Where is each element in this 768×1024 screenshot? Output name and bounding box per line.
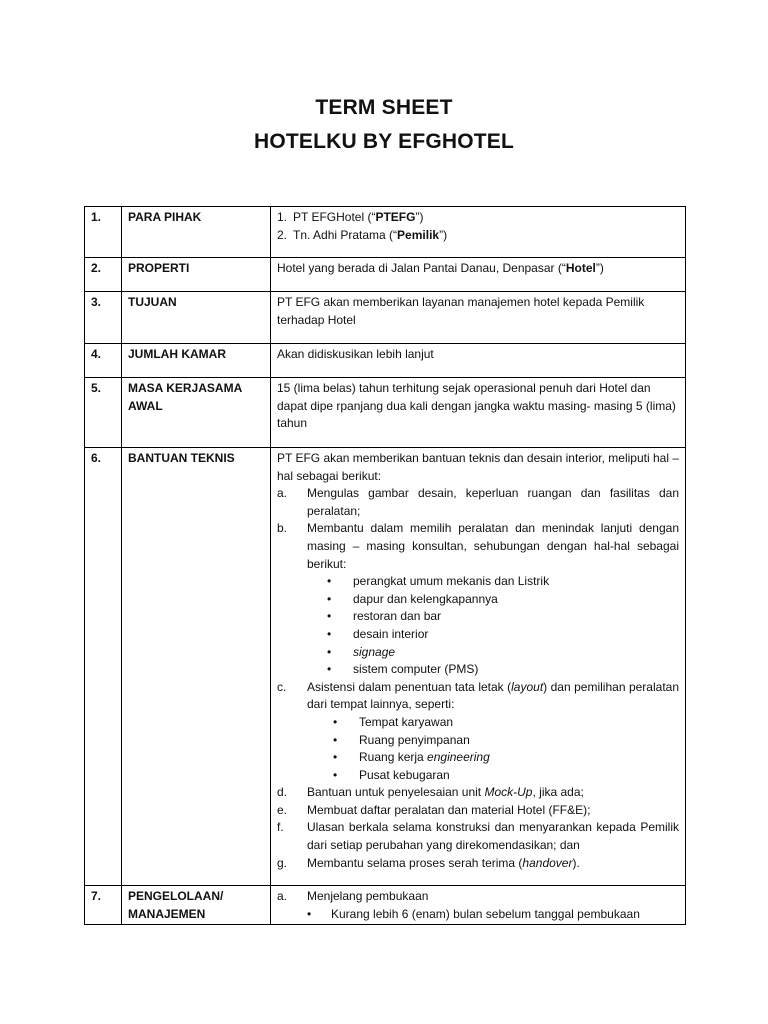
list-item xyxy=(277,679,679,714)
table-row xyxy=(85,448,686,886)
list-item xyxy=(277,784,679,802)
row-label: BANTUAN TEKNIS xyxy=(122,448,271,886)
table-row xyxy=(85,258,686,292)
row-content xyxy=(271,207,686,258)
bullet-icon: • xyxy=(333,714,338,729)
bullet-item xyxy=(277,767,679,785)
list-marker: a. xyxy=(277,889,288,903)
table-row xyxy=(85,344,686,378)
list-marker: d. xyxy=(277,785,288,800)
list-text: Membuat daftar peralatan dan material Hotel (FF&E); xyxy=(307,802,591,817)
technical-intro: PT EFG akan memberikan bantuan teknis dan desain interior, meliputi hal – hal sebagai berikut: xyxy=(277,451,679,483)
list-text xyxy=(307,679,679,714)
bullet-text: dapur dan kelengkapannya xyxy=(353,591,498,606)
bullet-text xyxy=(359,749,490,767)
bullet-text-italic: engineering xyxy=(427,750,490,765)
list-text-italic: Mock-Up xyxy=(484,785,533,800)
table-row xyxy=(85,292,686,344)
row-number: 1. xyxy=(85,207,122,258)
party-alias: Pemilik xyxy=(397,227,440,242)
document-subtitle: HOTELKU BY EFGHOTEL xyxy=(253,130,515,153)
row-content: Akan didiskusikan lebih lanjut xyxy=(271,344,686,378)
party-text: Tn. Adhi Pratama (“ xyxy=(293,227,398,242)
bullet-icon: • xyxy=(333,750,338,765)
table-row xyxy=(85,886,686,925)
row-number: 5. xyxy=(85,378,122,448)
row-label: TUJUAN xyxy=(122,292,271,344)
list-text: Ulasan berkala selama konstruksi dan menyarankan kepada Pemilik dari setiap perubahan yang direkomendasikan; dan xyxy=(307,820,679,853)
bullet-text: desain interior xyxy=(353,626,429,641)
row-label: MASA KERJASAMA AWAL xyxy=(122,378,271,448)
bullet-icon: • xyxy=(333,767,338,782)
row-content xyxy=(271,258,686,292)
list-item xyxy=(277,819,679,854)
bullet-item xyxy=(277,732,679,750)
row-label: PARA PIHAK xyxy=(122,207,271,258)
row-number: 7. xyxy=(85,886,122,925)
bullet-item xyxy=(277,573,679,591)
list-text xyxy=(307,855,679,873)
bullet-item xyxy=(277,608,679,626)
row-label-line: MANAJEMEN xyxy=(128,906,206,921)
party-number: 1. xyxy=(277,210,288,224)
row-content: 15 (lima belas) tahun terhitung sejak operasional penuh dari Hotel dan dapat dipe rpanjang dua kali dengan jangka waktu masing- masing 5 (lima) tahun xyxy=(271,378,686,448)
document-title: TERM SHEET xyxy=(315,96,453,119)
list-text-part: ). xyxy=(572,855,580,870)
list-marker: b. xyxy=(277,521,288,536)
row-number: 4. xyxy=(85,344,122,378)
row-label: JUMLAH KAMAR xyxy=(122,344,271,378)
list-item xyxy=(277,485,679,520)
row-content xyxy=(271,886,686,925)
list-item xyxy=(277,802,679,820)
bullet-text: Pusat kebugaran xyxy=(359,767,450,782)
row-label: PROPERTI xyxy=(122,258,271,292)
party-item xyxy=(277,209,679,227)
bullet-item xyxy=(277,591,679,609)
row-content: PT EFG akan memberikan layanan manajemen hotel kepada Pemilik terhadap Hotel xyxy=(271,292,686,344)
list-text: Menjelang pembukaan xyxy=(307,889,429,903)
list-text-part: Asistensi dalam penentuan tata letak ( xyxy=(307,679,512,694)
list-text-part: Membantu selama proses serah terima ( xyxy=(307,855,523,870)
list-marker: e. xyxy=(277,802,288,817)
bullet-item xyxy=(277,661,679,679)
bullet-item xyxy=(277,749,679,767)
list-text-part: Bantuan untuk penyelesaian unit xyxy=(307,785,485,800)
list-item xyxy=(277,855,679,873)
property-text-end: ”) xyxy=(595,261,604,275)
property-alias: Hotel xyxy=(565,261,596,275)
party-number: 2. xyxy=(277,227,288,242)
list-text-italic: layout xyxy=(511,679,544,694)
bullet-text-part: Ruang kerja xyxy=(359,750,428,765)
bullet-icon: • xyxy=(333,732,338,747)
list-item xyxy=(277,888,679,906)
bullet-icon: • xyxy=(327,644,332,659)
bullet-icon: • xyxy=(327,662,332,677)
bullet-icon: • xyxy=(327,626,332,641)
table-row xyxy=(85,378,686,448)
table-row xyxy=(85,207,686,258)
list-text: Membantu dalam memilih peralatan dan menindak lanjuti dengan masing – masing konsultan, sehubungan dengan hal-hal sebagai berikut: xyxy=(307,521,679,571)
list-text-italic: handover xyxy=(522,855,573,870)
list-text: Mengulas gambar desain, keperluan ruangan dan fasilitas dan peralatan; xyxy=(307,486,679,518)
list-text xyxy=(307,784,679,802)
bullet-text: restoran dan bar xyxy=(353,609,442,624)
property-text: Hotel yang berada di Jalan Pantai Danau, Denpasar (“ xyxy=(277,261,566,275)
bullet-text: perangkat umum mekanis dan Listrik xyxy=(353,574,550,589)
list-item xyxy=(277,520,679,573)
list-marker: c. xyxy=(277,679,287,694)
bullet-icon: • xyxy=(327,591,332,606)
list-marker: a. xyxy=(277,486,288,501)
party-item xyxy=(277,227,679,245)
bullet-text: Tempat karyawan xyxy=(359,714,454,729)
bullet-text: Ruang penyimpanan xyxy=(359,732,470,747)
list-text-part: , jika ada; xyxy=(532,785,584,800)
row-number: 2. xyxy=(85,258,122,292)
bullet-icon: • xyxy=(307,906,312,921)
party-text: PT EFGHotel (“ xyxy=(293,210,376,224)
term-sheet-table xyxy=(84,206,686,925)
bullet-item xyxy=(277,906,679,924)
bullet-text: signage xyxy=(353,644,396,659)
bullet-icon: • xyxy=(327,609,332,624)
party-text-end: ”) xyxy=(415,210,424,224)
row-number: 6. xyxy=(85,448,122,886)
list-marker: f. xyxy=(277,820,284,835)
row-content xyxy=(271,448,686,886)
bullet-item xyxy=(277,644,679,662)
row-number: 3. xyxy=(85,292,122,344)
bullet-item xyxy=(277,626,679,644)
list-marker: g. xyxy=(277,855,288,870)
bullet-icon: • xyxy=(327,574,332,589)
party-text-end: ”) xyxy=(439,227,448,242)
row-label xyxy=(122,886,271,925)
bullet-item xyxy=(277,714,679,732)
list-text-part: ) dan pemilihan peralatan dari tempat lainnya, seperti: xyxy=(307,679,679,712)
party-alias: PTEFG xyxy=(375,210,416,224)
bullet-text: sistem computer (PMS) xyxy=(353,662,479,677)
bullet-text: Kurang lebih 6 (enam) bulan sebelum tanggal pembukaan xyxy=(331,906,640,921)
row-label-line: PENGELOLAAN/ xyxy=(128,889,224,903)
